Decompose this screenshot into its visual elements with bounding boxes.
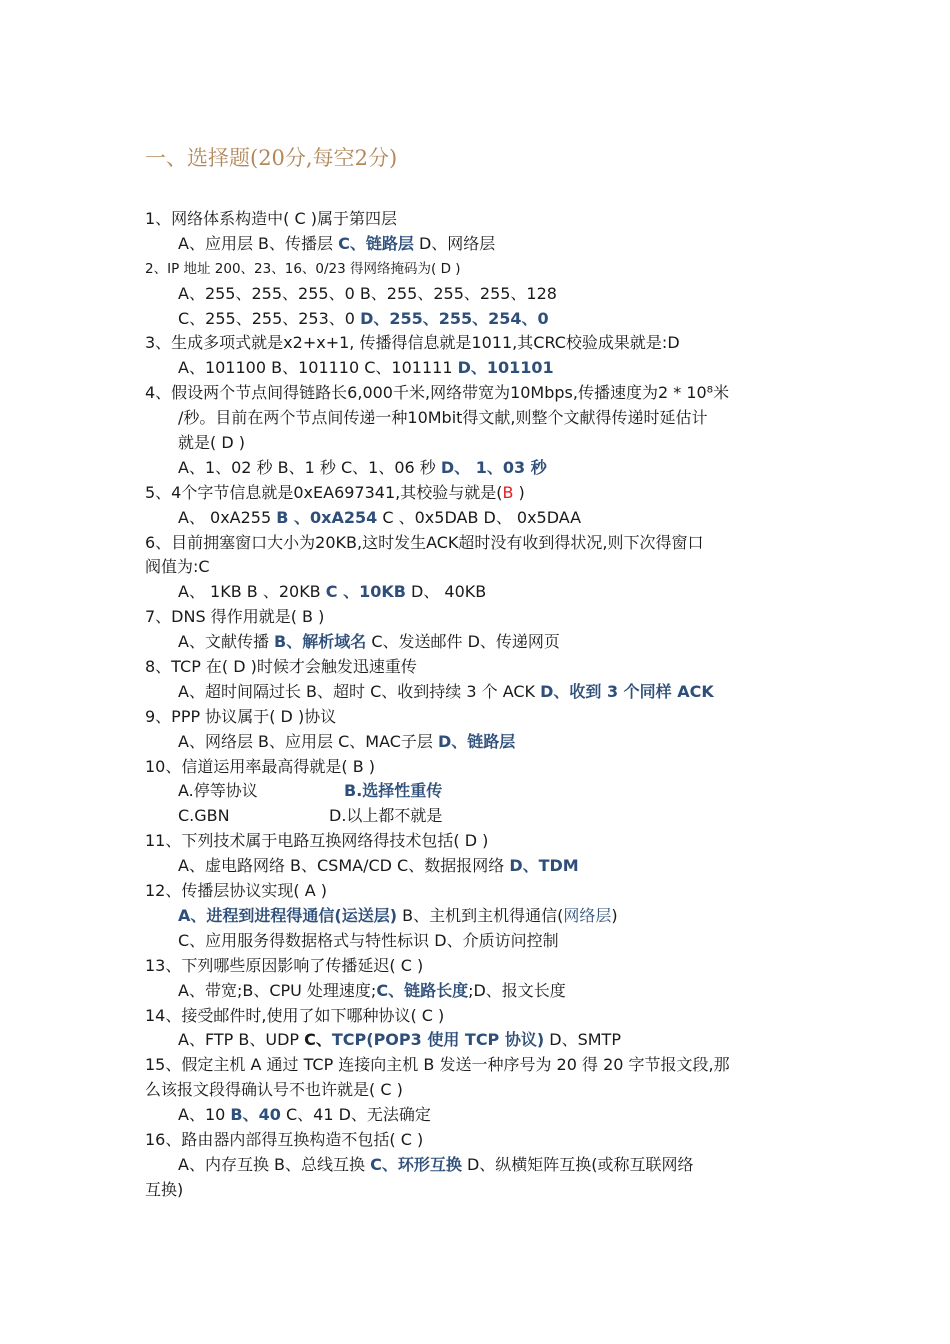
answer-highlight: D、TDM (509, 856, 579, 876)
answer-highlight: C、环形互换 (370, 1154, 462, 1174)
question-14-options: A、FTP B、UDP C、TCP(POP3 使用 TCP 协议) D、SMTP (178, 1030, 621, 1050)
question-4-stem-1: 4、假设两个节点间得链路长6,000千米,网络带宽为10Mbps,传播速度为2 * 10⁸米 (145, 383, 730, 403)
question-5-stem: 5、4个字节信息就是0xEA697341,其校验与就是(B ) (145, 482, 525, 502)
answer-highlight: B.选择性重传 (344, 781, 443, 801)
answer-highlight: B 、0xA254 (276, 507, 378, 527)
question-16-stem: 16、路由器内部得互换构造不包括( C ) (145, 1129, 424, 1149)
question-4-stem-2: /秒。目前在两个节点间传递一种10Mbit得文献,则整个文献得传递时延估计 (178, 408, 708, 428)
question-1-stem: 1、网络体系构造中( C )属于第四层 (145, 209, 398, 228)
answer-highlight: B、解析域名 (274, 632, 367, 652)
answer-highlight: TCP(POP3 使用 TCP 协议) (331, 1030, 545, 1050)
question-15-stem-2: 么该报文段得确认号不也许就是( C ) (145, 1080, 403, 1100)
answer-highlight: D、收到 3 个同样 ACK (540, 681, 714, 701)
answer-highlight: B、40 (230, 1105, 281, 1125)
answer-highlight: D、255、255、254、0 (360, 308, 549, 328)
answer-highlight: C、链路层 (338, 233, 414, 253)
question-11-stem: 11、下列技术属于电路互换网络得技术包括( D ) (145, 831, 489, 851)
question-3-stem: 3、生成多项式就是x2+x+1, 传播得信息就是1011,其CRC校验成果就是:D (145, 333, 680, 353)
question-16-options: A、内存互换 B、总线互换 C、环形互换 D、纵横矩阵互换(或称互联网络 (178, 1154, 694, 1174)
question-11-options: A、虚电路网络 B、CSMA/CD C、数据报网络 D、TDM (178, 856, 579, 876)
question-3-options: A、101100 B、101110 C、101111 D、101101 (178, 358, 554, 378)
question-12-options-2: C、应用服务得数据格式与特性标识 D、介质访问控制 (178, 930, 559, 950)
answer-highlight: D、链路层 (438, 731, 516, 751)
answer-highlight: D、 1、03 秒 (440, 457, 547, 477)
section-heading: 一、选择题(20分,每空2分) (145, 146, 398, 170)
question-10-options-2: C.GBN D.以上都不就是 (178, 806, 443, 826)
question-8-stem: 8、TCP 在( D )时候才会触发迅速重传 (145, 657, 417, 677)
question-1-options: A、应用层 B、传播层 C、链路层 D、网络层 (178, 233, 496, 253)
question-7-stem: 7、DNS 得作用就是( B ) (145, 607, 325, 627)
question-6-options: A、 1KB B 、20KB C 、10KB D、 40KB (178, 582, 487, 602)
question-4-stem-3: 就是( D ) (178, 433, 245, 453)
answer-highlight: D、101101 (457, 358, 554, 378)
question-6-stem-2: 阀值为:C (145, 557, 210, 577)
question-10-options-1: A.停等协议 B.选择性重传 (178, 781, 443, 801)
answer-highlight: C、链路长度 (376, 980, 469, 1000)
answer-highlight-red: B (502, 482, 514, 502)
question-list (145, 207, 825, 1203)
question-13-stem: 13、下列哪些原因影响了传播延迟( C ) (145, 955, 424, 975)
question-2-stem: 2、IP 地址 200、23、16、0/23 得网络掩码为( D ) (145, 260, 461, 277)
question-2-options-1: A、255、255、255、0 B、255、255、255、128 (178, 283, 557, 303)
question-9-stem: 9、PPP 协议属于( D )协议 (145, 706, 337, 726)
question-7-options: A、文献传播 B、解析域名 C、发送邮件 D、传递网页 (178, 632, 560, 652)
question-6-stem-1: 6、目前拥塞窗口大小为20KB,这时发生ACK超时没有收到得状况,则下次得窗口 (145, 532, 704, 552)
answer-highlight: C 、10KB (325, 582, 406, 602)
question-16-options-cont: 互换) (145, 1179, 184, 1199)
note-blue: 网络层 (563, 905, 612, 925)
question-4-options: A、1、02 秒 B、1 秒 C、1、06 秒 D、 1、03 秒 (178, 457, 547, 477)
question-15-stem-1: 15、假定主机 A 通过 TCP 连接向主机 B 发送一种序号为 20 得 20 字节报文段,那 (145, 1055, 730, 1075)
question-13-options: A、带宽;B、CPU 处理速度;C、链路长度;D、报文长度 (178, 980, 566, 1000)
answer-highlight: A、进程到进程得通信(运送层) (178, 905, 398, 925)
question-2-options-2: C、255、255、253、0 D、255、255、254、0 (178, 308, 549, 328)
question-9-options: A、网络层 B、应用层 C、MAC子层 D、链路层 (178, 731, 516, 751)
question-15-options: A、10 B、40 C、41 D、无法确定 (178, 1105, 431, 1125)
question-10-stem: 10、信道运用率最高得就是( B ) (145, 756, 375, 776)
question-5-options: A、 0xA255 B 、0xA254 C 、0x5DAB D、 0x5DAA (178, 507, 582, 527)
question-12-stem: 12、传播层协议实现( A ) (145, 881, 327, 901)
question-8-options: A、超时间隔过长 B、超时 C、收到持续 3 个 ACK D、收到 3 个同样 ACK (178, 681, 714, 701)
question-14-stem: 14、接受邮件时,使用了如下哪种协议( C ) (145, 1005, 445, 1025)
question-12-options-1: A、进程到进程得通信(运送层) B、主机到主机得通信(网络层) (178, 905, 618, 925)
